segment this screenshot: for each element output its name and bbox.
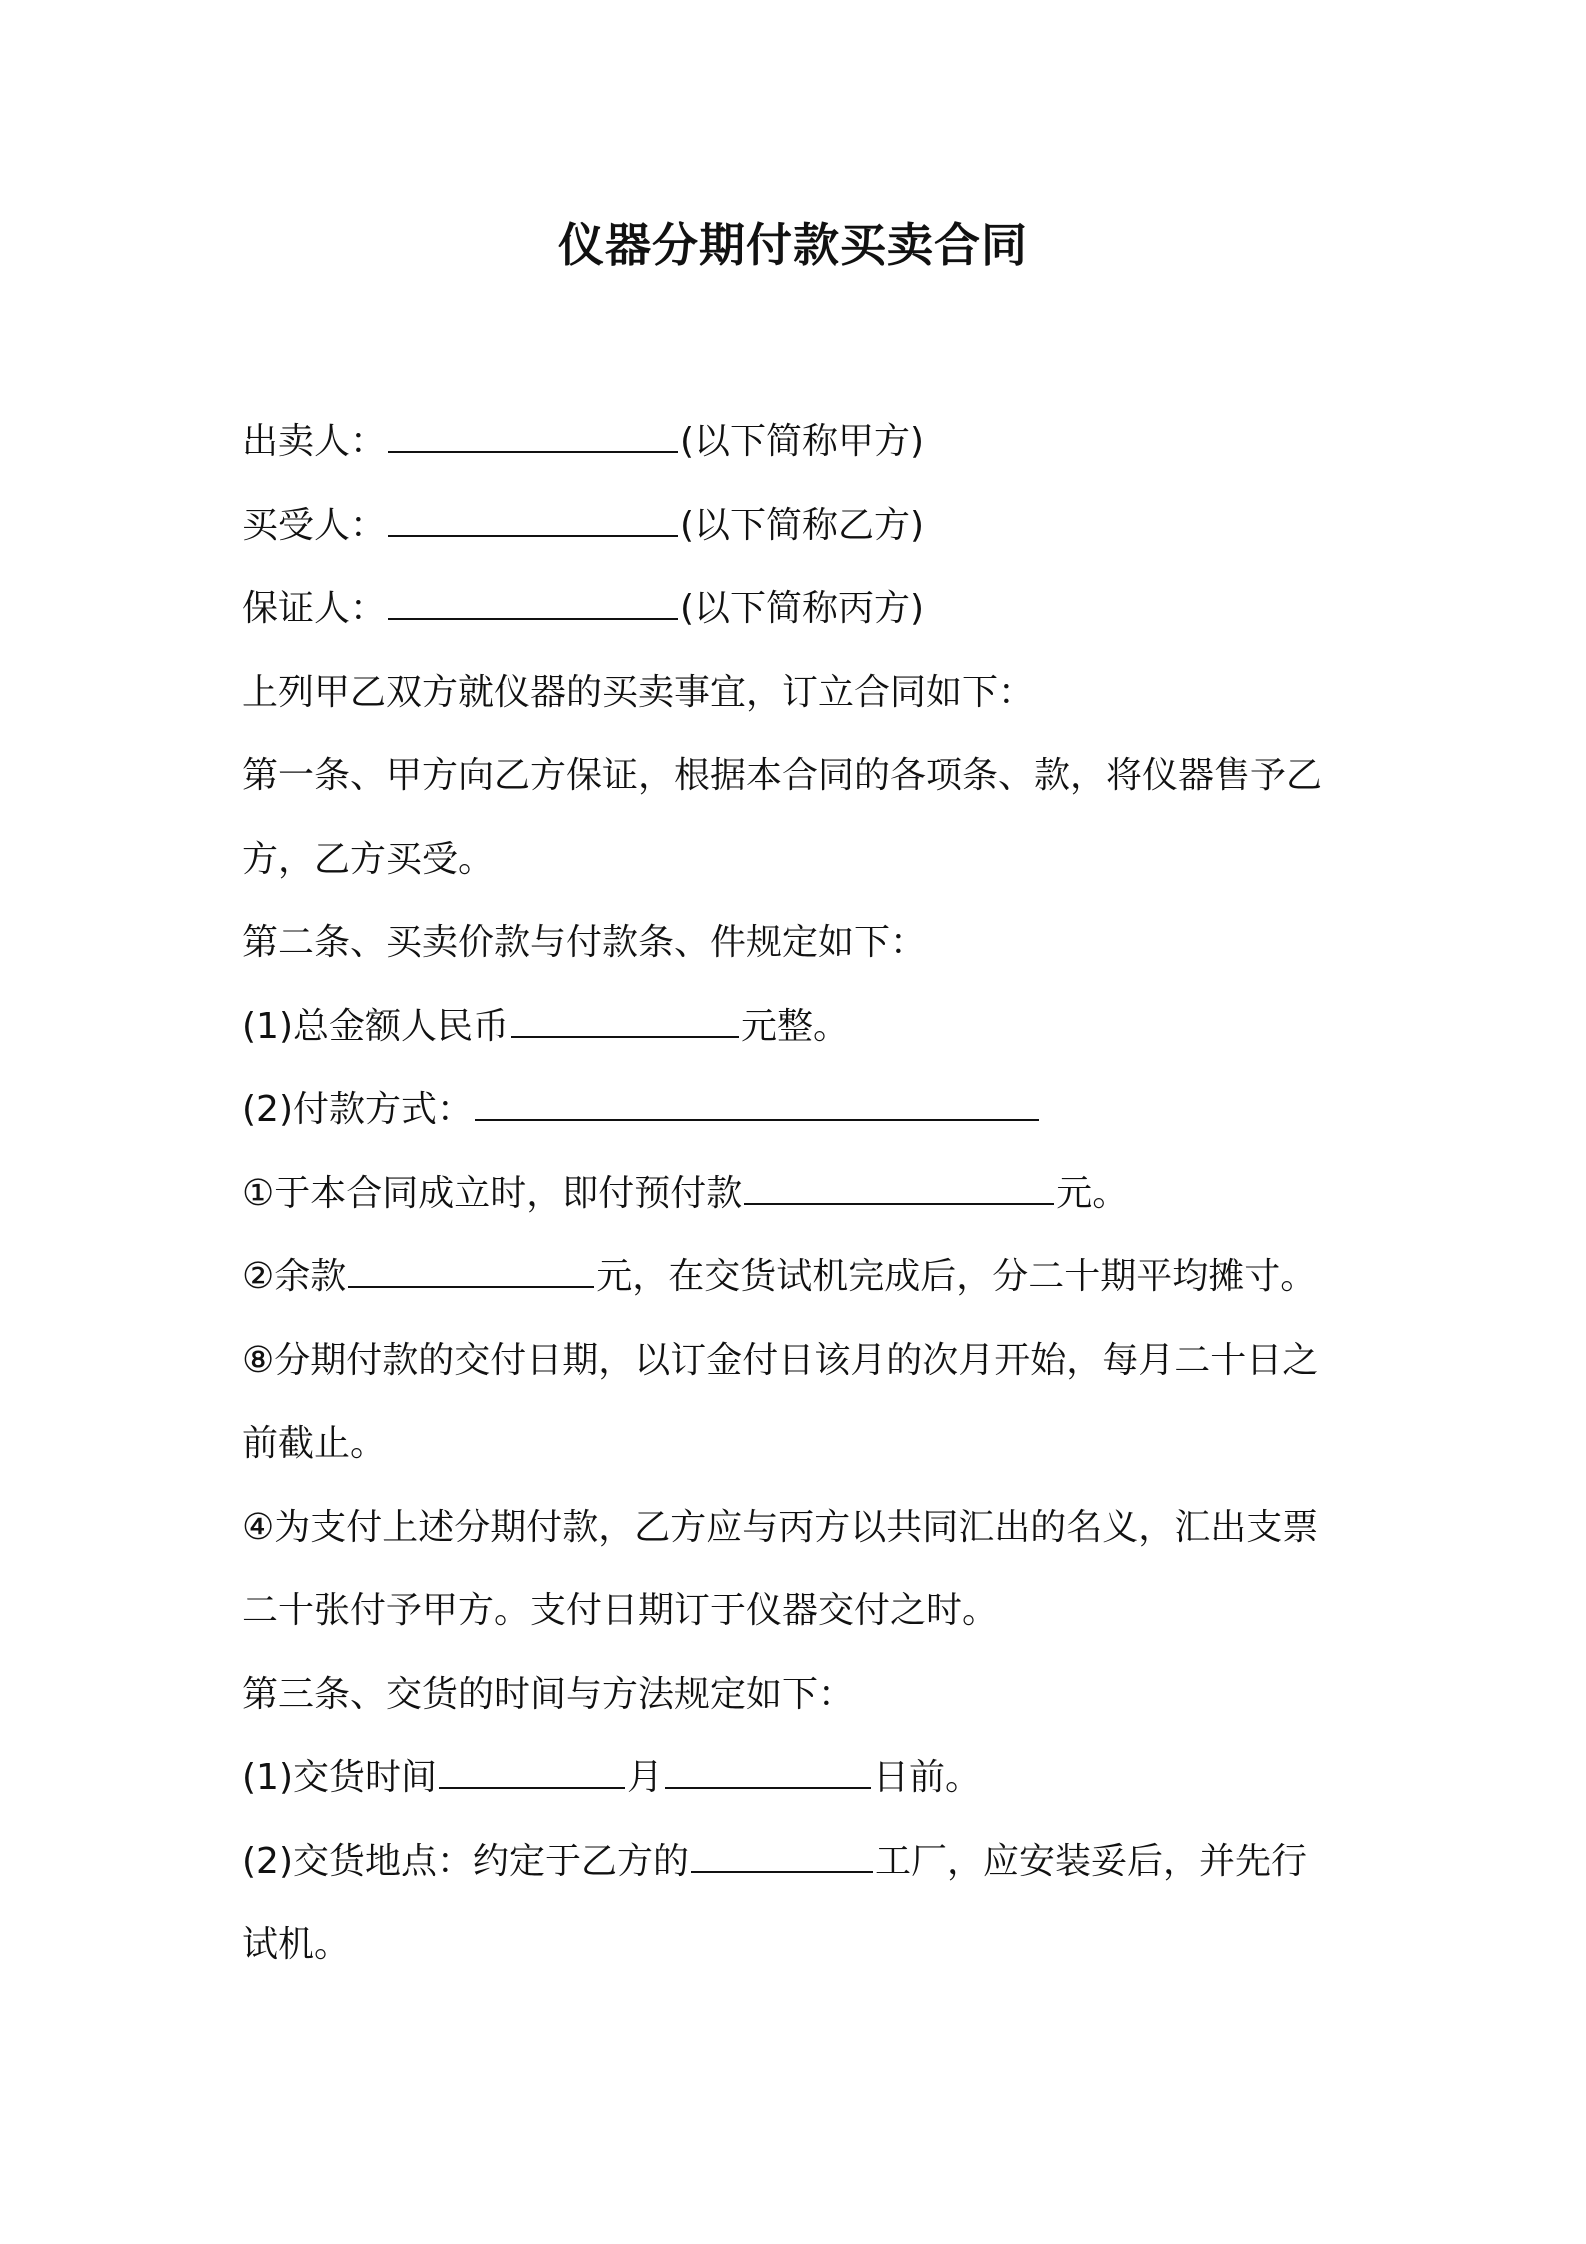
seller-name-blank — [388, 411, 678, 453]
guarantor-label: 保证人： — [242, 588, 387, 629]
seller-line — [242, 400, 1362, 484]
buyer-suffix: (以下简称乙方) — [680, 504, 925, 546]
article3-item2-line2: 试机。 — [242, 1924, 351, 1965]
total-amount-suffix: 元整。 — [741, 1005, 850, 1047]
article1-line2: 方，乙方买受。 — [242, 838, 495, 880]
document-title: 仪器分期付款买卖合同 — [558, 218, 1028, 272]
buyer-line — [242, 484, 1362, 568]
article3-item2-line1 — [242, 1820, 1362, 1904]
buyer-name-blank — [388, 495, 678, 537]
payment-method-prefix: (2)付款方式： — [242, 1089, 473, 1130]
article2-heading: 第二条、买卖价款与付款条、件规定如下： — [242, 922, 927, 963]
article2-item1 — [242, 985, 1362, 1069]
balance-prefix: ②余款 — [242, 1256, 347, 1297]
article1-line1: 第一条、甲方向乙方保证，根据本合同的各项条、款，将仪器售予乙 — [242, 755, 1323, 796]
prepayment-suffix: 元。 — [1056, 1172, 1129, 1214]
delivery-time-suffix: 日前。 — [873, 1757, 982, 1798]
delivery-day-blank — [665, 1747, 871, 1789]
guarantor-suffix: (以下简称丙方) — [680, 588, 925, 629]
prepayment-prefix: ①于本合同成立时，即付预付款 — [242, 1172, 743, 1214]
balance-suffix: 元，在交货试机完成后，分二十期平均摊寸。 — [596, 1256, 1317, 1297]
total-amount-blank — [511, 996, 739, 1038]
article3-item1 — [242, 1736, 1362, 1820]
article2-sub1 — [242, 1152, 1362, 1236]
guarantor-line — [242, 567, 1362, 651]
article2-sub4-line2: 二十张付予甲方。支付日期订于仪器交付之时。 — [242, 1590, 999, 1631]
article2-sub2 — [242, 1235, 1362, 1319]
buyer-label: 买受人： — [242, 504, 387, 546]
intro-paragraph: 上列甲乙双方就仪器的买卖事宜，订立合同如下： — [242, 671, 1035, 713]
delivery-place-suffix: 工厂，应安装妥后，并先行 — [875, 1840, 1308, 1882]
article2-item2 — [242, 1068, 1362, 1152]
article2-sub4-line1: ④为支付上述分期付款，乙方应与丙方以共同汇出的名义，汇出支票 — [242, 1506, 1319, 1548]
balance-blank — [348, 1246, 594, 1288]
prepayment-blank — [744, 1163, 1054, 1205]
delivery-month-blank — [439, 1747, 625, 1789]
guarantor-name-blank — [388, 578, 678, 620]
delivery-month-label: 月 — [627, 1757, 664, 1798]
delivery-place-prefix: (2)交货地点：约定于乙方的 — [242, 1840, 689, 1882]
delivery-factory-blank — [691, 1831, 873, 1873]
article3-heading: 第三条、交货的时间与方法规定如下： — [242, 1673, 855, 1715]
contract-body — [242, 400, 1362, 1987]
seller-suffix: (以下简称甲方) — [680, 421, 925, 462]
total-amount-prefix: (1)总金额人民币 — [242, 1005, 509, 1047]
payment-method-blank — [475, 1079, 1039, 1121]
article2-sub3-line1: ⑧分期付款的交付日期，以订金付日该月的次月开始，每月二十日之 — [242, 1339, 1319, 1381]
seller-label: 出卖人： — [242, 421, 387, 462]
article2-sub3-line2: 前截止。 — [242, 1423, 387, 1464]
delivery-time-prefix: (1)交货时间 — [242, 1757, 437, 1798]
